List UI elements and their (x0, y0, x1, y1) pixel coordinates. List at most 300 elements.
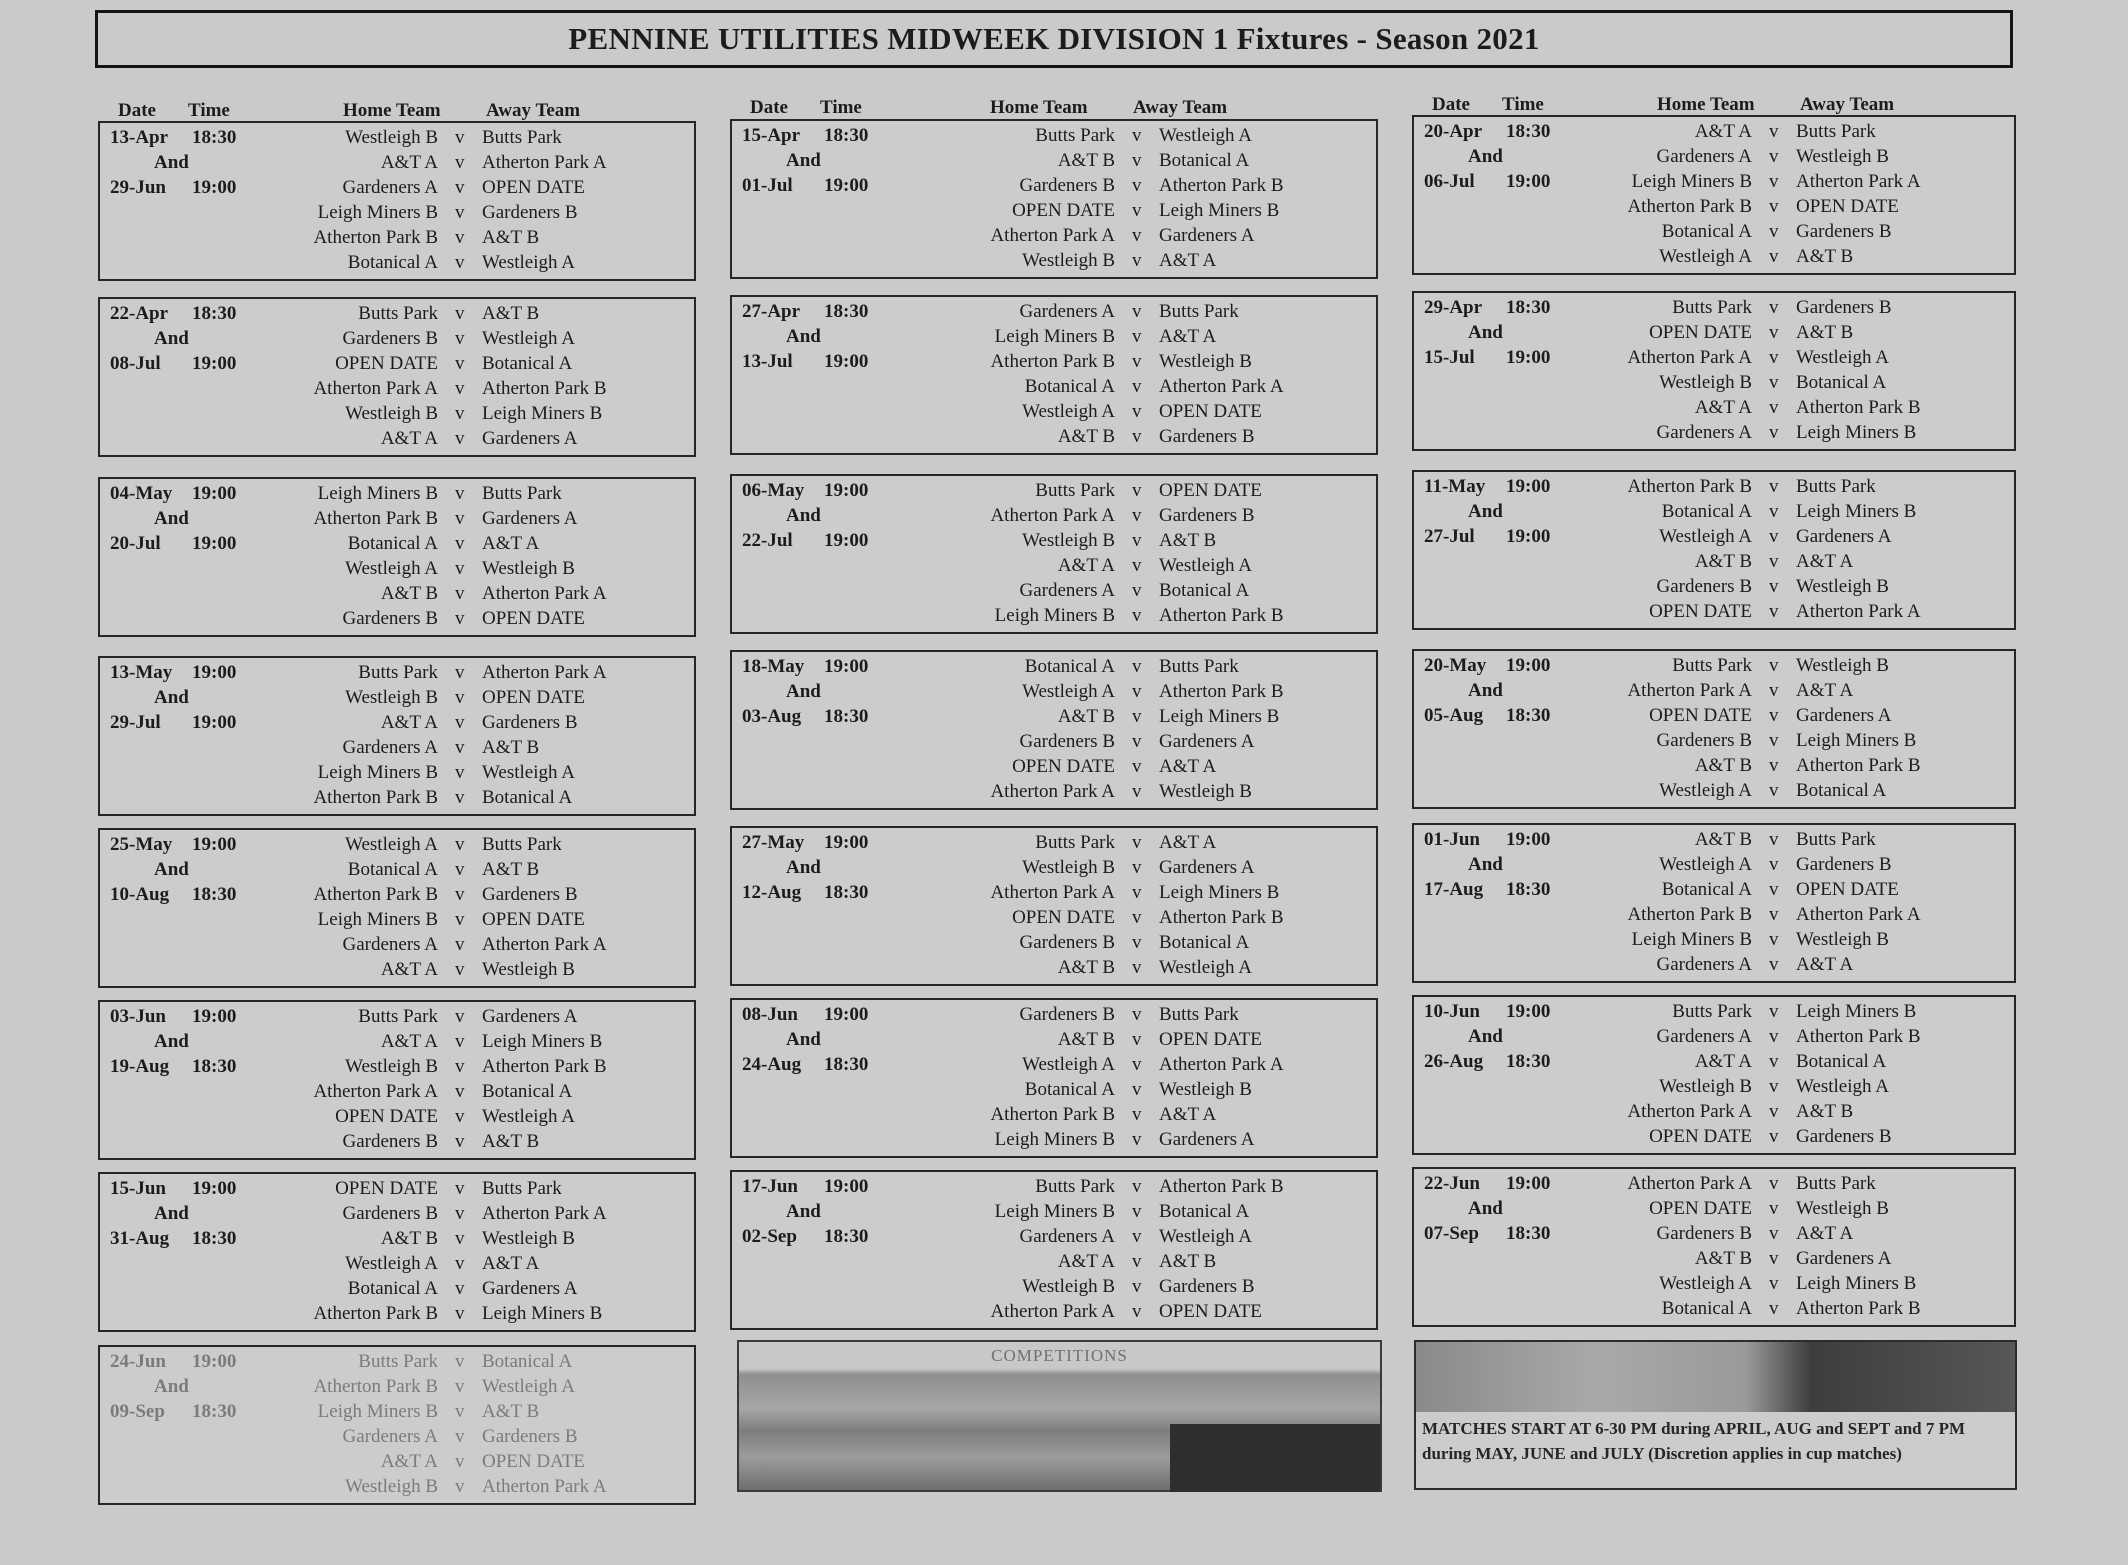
away-team: Leigh Miners B (482, 1303, 603, 1324)
fixture-block (730, 295, 1378, 455)
fixture-row (732, 1054, 1376, 1079)
second-time: 19:00 (192, 533, 237, 554)
home-team: A&T A (1694, 121, 1752, 142)
away-team: Atherton Park B (1159, 175, 1284, 196)
second-date: 19-Aug (110, 1056, 170, 1077)
fixture-block (1412, 823, 2016, 983)
home-team: OPEN DATE (335, 1106, 438, 1127)
first-date: 13-May (110, 662, 173, 683)
fixture-row (732, 351, 1376, 376)
home-team: Westleigh A (1022, 401, 1115, 422)
fixture-row (100, 1351, 694, 1376)
home-team: A&T B (1694, 829, 1752, 850)
versus-separator: v (1769, 501, 1779, 522)
home-team: Butts Park (1672, 1001, 1752, 1022)
first-date: 06-May (742, 480, 805, 501)
versus-separator: v (455, 1178, 465, 1199)
home-team: Westleigh A (345, 834, 438, 855)
scan-artifact (1416, 1342, 2015, 1412)
away-team: OPEN DATE (482, 177, 585, 198)
fixture-row (100, 428, 694, 453)
fixture-row (100, 177, 694, 202)
away-team: A&T A (1159, 756, 1217, 777)
home-team: Atherton Park B (313, 1303, 438, 1324)
versus-separator: v (1769, 422, 1779, 443)
fixture-block (98, 1000, 696, 1160)
fixture-row (732, 957, 1376, 982)
first-date: 29-Apr (1424, 297, 1483, 318)
second-date: 15-Jul (1424, 347, 1475, 368)
versus-separator: v (1132, 175, 1142, 196)
first-time: 19:00 (192, 1351, 237, 1372)
versus-separator: v (1769, 680, 1779, 701)
versus-separator: v (1769, 705, 1779, 726)
versus-separator: v (1132, 150, 1142, 171)
fixture-row (100, 1228, 694, 1253)
note-text: MATCHES START AT 6-30 PM during APRIL, AUG and SEPT and 7 PM during MAY, JUNE and JULY (Discretion applies in cup matches) (1422, 1419, 1966, 1463)
fixture-block (98, 1345, 696, 1505)
away-team: A&T A (1796, 1223, 1854, 1244)
header-home-team: Home Team (1657, 94, 1755, 115)
away-team: Atherton Park B (1159, 605, 1284, 626)
away-team: Atherton Park A (482, 934, 607, 955)
versus-separator: v (1132, 426, 1142, 447)
home-team: Gardeners A (1656, 1026, 1752, 1047)
home-team: Butts Park (1672, 655, 1752, 676)
fixture-row (1414, 854, 2014, 879)
first-date: 11-May (1424, 476, 1486, 497)
first-date: 01-Jun (1424, 829, 1480, 850)
header-date: Date (750, 97, 788, 118)
versus-separator: v (1769, 1001, 1779, 1022)
versus-separator: v (1769, 829, 1779, 850)
and-label: And (154, 328, 189, 349)
away-team: Gardeners A (482, 428, 578, 449)
and-label: And (154, 1203, 189, 1224)
away-team: Westleigh B (482, 1228, 575, 1249)
fixture-row (100, 1253, 694, 1278)
fixture-row (1414, 347, 2014, 372)
away-team: Westleigh B (482, 959, 575, 980)
home-team: OPEN DATE (1649, 705, 1752, 726)
away-team: Westleigh A (1159, 555, 1252, 576)
home-team: Leigh Miners B (994, 326, 1115, 347)
fixture-block (730, 650, 1378, 810)
fixture-row (732, 250, 1376, 275)
home-team: Gardeners B (1019, 932, 1115, 953)
fixture-row (100, 227, 694, 252)
first-time: 19:00 (824, 1176, 869, 1197)
home-team: Leigh Miners B (1631, 929, 1752, 950)
away-team: Botanical A (482, 1081, 573, 1102)
versus-separator: v (455, 252, 465, 273)
versus-separator: v (1132, 832, 1142, 853)
home-team: Gardeners B (1019, 1004, 1115, 1025)
fixture-row (1414, 246, 2014, 271)
fixture-row (732, 1301, 1376, 1326)
second-date: 12-Aug (742, 882, 802, 903)
away-team: Botanical A (1159, 150, 1250, 171)
away-team: Atherton Park A (1159, 1054, 1284, 1075)
versus-separator: v (1132, 225, 1142, 246)
fixture-row (100, 762, 694, 787)
first-date: 20-Apr (1424, 121, 1483, 142)
fixture-row (1414, 121, 2014, 146)
first-date: 24-Jun (110, 1351, 166, 1372)
away-team: OPEN DATE (1159, 1029, 1262, 1050)
versus-separator: v (455, 303, 465, 324)
competitions-box (737, 1340, 1382, 1492)
away-team: Botanical A (1159, 932, 1250, 953)
fixture-row (100, 712, 694, 737)
versus-separator: v (1132, 401, 1142, 422)
fixture-row (100, 859, 694, 884)
away-team: Atherton Park B (1796, 1026, 1921, 1047)
fixture-block (730, 474, 1378, 634)
fixture-row (100, 558, 694, 583)
header-date: Date (1432, 94, 1470, 115)
header-away-team: Away Team (1133, 97, 1228, 118)
second-date: 01-Jul (742, 175, 793, 196)
versus-separator: v (1132, 605, 1142, 626)
fixture-block (730, 826, 1378, 986)
home-team: A&T B (380, 1228, 438, 1249)
versus-separator: v (455, 959, 465, 980)
versus-separator: v (1132, 882, 1142, 903)
home-team: Botanical A (1661, 221, 1752, 242)
fixture-row (732, 555, 1376, 580)
fixture-row (100, 1278, 694, 1303)
versus-separator: v (1769, 1126, 1779, 1147)
home-team: Botanical A (1661, 501, 1752, 522)
home-team: Westleigh B (1022, 857, 1115, 878)
away-team: A&T B (1796, 246, 1854, 267)
fixture-row (1414, 1001, 2014, 1026)
away-team: A&T B (482, 1401, 540, 1422)
fixture-row (732, 1176, 1376, 1201)
fixture-row (1414, 1026, 2014, 1051)
second-time: 18:30 (824, 1226, 869, 1247)
fixture-row (100, 1178, 694, 1203)
versus-separator: v (1769, 1273, 1779, 1294)
versus-separator: v (455, 583, 465, 604)
home-team: A&T A (380, 712, 438, 733)
first-time: 19:00 (824, 832, 869, 853)
fixture-row (1414, 730, 2014, 755)
home-team: Gardeners A (1019, 1226, 1115, 1247)
header-home-team: Home Team (990, 97, 1088, 118)
away-team: Gardeners A (1159, 1129, 1255, 1150)
fixture-row (100, 1131, 694, 1156)
away-team: Gardeners B (1796, 297, 1892, 318)
home-team: Leigh Miners B (1631, 171, 1752, 192)
versus-separator: v (1132, 781, 1142, 802)
away-team: Butts Park (482, 127, 562, 148)
away-team: Leigh Miners B (1159, 706, 1280, 727)
away-team: Atherton Park A (482, 662, 607, 683)
versus-separator: v (455, 1278, 465, 1299)
second-time: 18:30 (192, 1056, 237, 1077)
fixture-row (732, 1226, 1376, 1251)
and-label: And (154, 687, 189, 708)
away-team: Gardeners A (1796, 705, 1892, 726)
versus-separator: v (455, 1351, 465, 1372)
fixture-row (732, 401, 1376, 426)
away-team: OPEN DATE (1796, 879, 1899, 900)
second-time: 18:30 (192, 1228, 237, 1249)
away-team: Atherton Park B (1159, 1176, 1284, 1197)
versus-separator: v (1132, 1176, 1142, 1197)
fixture-row (100, 403, 694, 428)
away-team: Westleigh A (482, 762, 575, 783)
away-team: Atherton Park A (1796, 171, 1921, 192)
versus-separator: v (1132, 1104, 1142, 1125)
away-team: Gardeners A (482, 508, 578, 529)
second-time: 19:00 (192, 712, 237, 733)
away-team: Leigh Miners B (1796, 730, 1917, 751)
home-team: Westleigh B (1022, 530, 1115, 551)
fixture-row (1414, 1223, 2014, 1248)
versus-separator: v (1769, 1051, 1779, 1072)
home-team: Westleigh B (345, 1476, 438, 1497)
second-time: 19:00 (1506, 526, 1551, 547)
versus-separator: v (1769, 1298, 1779, 1319)
away-team: Westleigh A (482, 328, 575, 349)
versus-separator: v (1769, 730, 1779, 751)
and-label: And (154, 859, 189, 880)
fixture-row (100, 1476, 694, 1501)
second-time: 18:30 (824, 882, 869, 903)
fixture-row (1414, 904, 2014, 929)
fixture-row (100, 127, 694, 152)
home-team: Atherton Park B (313, 227, 438, 248)
first-date: 18-May (742, 656, 805, 677)
fixture-block (1412, 470, 2016, 630)
home-team: Atherton Park B (1627, 904, 1752, 925)
second-time: 19:00 (1506, 347, 1551, 368)
away-team: Gardeners B (482, 1426, 578, 1447)
away-team: Butts Park (1159, 1004, 1239, 1025)
home-team: Botanical A (347, 533, 438, 554)
away-team: Westleigh B (1796, 655, 1889, 676)
home-team: Gardeners B (1019, 175, 1115, 196)
away-team: A&T B (482, 737, 540, 758)
away-team: OPEN DATE (1159, 1301, 1262, 1322)
second-date: 31-Aug (110, 1228, 170, 1249)
away-team: A&T A (1796, 551, 1854, 572)
column-header-2 (730, 97, 1378, 121)
second-time: 18:30 (1506, 1051, 1551, 1072)
fixture-row (1414, 929, 2014, 954)
fixture-row (100, 608, 694, 633)
away-team: Atherton Park A (1159, 376, 1284, 397)
home-team: Atherton Park A (1627, 1101, 1752, 1122)
fixture-row (1414, 1273, 2014, 1298)
versus-separator: v (1132, 125, 1142, 146)
away-team: OPEN DATE (1796, 196, 1899, 217)
versus-separator: v (455, 787, 465, 808)
second-date: 10-Aug (110, 884, 170, 905)
home-team: Butts Park (358, 662, 438, 683)
home-team: Westleigh B (1022, 1276, 1115, 1297)
away-team: Butts Park (1796, 829, 1876, 850)
fixture-row (100, 1376, 694, 1401)
away-team: Atherton Park B (482, 378, 607, 399)
versus-separator: v (1769, 1101, 1779, 1122)
fixture-row (732, 932, 1376, 957)
fixture-row (732, 756, 1376, 781)
versus-separator: v (1769, 322, 1779, 343)
first-time: 19:00 (1506, 476, 1551, 497)
away-team: Leigh Miners B (482, 403, 603, 424)
first-time: 19:00 (1506, 829, 1551, 850)
away-team: Atherton Park A (1796, 601, 1921, 622)
and-label: And (154, 1031, 189, 1052)
fixture-row (100, 533, 694, 558)
home-team: A&T B (1057, 706, 1115, 727)
and-label: And (786, 1029, 821, 1050)
versus-separator: v (1132, 480, 1142, 501)
fixture-block (1412, 1167, 2016, 1327)
fixture-block (730, 1170, 1378, 1330)
versus-separator: v (455, 909, 465, 930)
away-team: Atherton Park B (1159, 907, 1284, 928)
fixture-row (732, 530, 1376, 555)
and-label: And (786, 857, 821, 878)
fixture-row (732, 731, 1376, 756)
fixture-block (1412, 995, 2016, 1155)
first-time: 19:00 (824, 480, 869, 501)
second-date: 17-Aug (1424, 879, 1484, 900)
fixture-row (1414, 1051, 2014, 1076)
home-team: Gardeners A (342, 737, 438, 758)
away-team: Atherton Park A (482, 583, 607, 604)
versus-separator: v (1132, 200, 1142, 221)
home-team: Atherton Park A (1627, 680, 1752, 701)
away-team: A&T B (482, 227, 540, 248)
fixture-row (1414, 476, 2014, 501)
and-label: And (1468, 680, 1503, 701)
away-team: Leigh Miners B (1796, 1273, 1917, 1294)
fixture-row (1414, 322, 2014, 347)
first-date: 04-May (110, 483, 173, 504)
fixture-row (1414, 526, 2014, 551)
home-team: A&T B (380, 583, 438, 604)
versus-separator: v (455, 934, 465, 955)
first-date: 20-May (1424, 655, 1487, 676)
fixture-row (1414, 422, 2014, 447)
second-time: 18:30 (1506, 1223, 1551, 1244)
versus-separator: v (455, 483, 465, 504)
second-date: 09-Sep (110, 1401, 165, 1422)
versus-separator: v (1132, 1004, 1142, 1025)
and-label: And (1468, 854, 1503, 875)
home-team: Westleigh B (1022, 250, 1115, 271)
fixture-block (1412, 649, 2016, 809)
first-date: 27-May (742, 832, 805, 853)
fixture-row (100, 909, 694, 934)
second-date: 29-Jun (110, 177, 166, 198)
fixture-row (732, 1276, 1376, 1301)
versus-separator: v (455, 608, 465, 629)
fixture-row (1414, 1126, 2014, 1151)
away-team: Leigh Miners B (482, 1031, 603, 1052)
second-date: 13-Jul (742, 351, 793, 372)
versus-separator: v (1769, 372, 1779, 393)
versus-separator: v (1769, 476, 1779, 497)
home-team: Atherton Park A (990, 882, 1115, 903)
home-team: A&T B (1694, 755, 1752, 776)
header-away-team: Away Team (1800, 94, 1895, 115)
versus-separator: v (1769, 954, 1779, 975)
and-label: And (786, 150, 821, 171)
versus-separator: v (1132, 1129, 1142, 1150)
fixture-row (100, 378, 694, 403)
away-team: Gardeners B (1159, 426, 1255, 447)
away-team: Butts Park (1796, 121, 1876, 142)
home-team: Leigh Miners B (994, 1129, 1115, 1150)
fixture-row (732, 681, 1376, 706)
fixture-row (1414, 297, 2014, 322)
versus-separator: v (1132, 301, 1142, 322)
away-team: Westleigh B (1159, 351, 1252, 372)
away-team: Gardeners B (1796, 221, 1892, 242)
away-team: Botanical A (482, 787, 573, 808)
away-team: OPEN DATE (482, 1451, 585, 1472)
fixture-row (1414, 1248, 2014, 1273)
fixture-row (1414, 221, 2014, 246)
fixture-row (1414, 954, 2014, 979)
fixture-row (1414, 1076, 2014, 1101)
away-team: Botanical A (1796, 372, 1887, 393)
fixture-row (1414, 171, 2014, 196)
away-team: A&T B (1159, 530, 1217, 551)
home-team: Atherton Park B (990, 1104, 1115, 1125)
away-team: Atherton Park B (1796, 755, 1921, 776)
versus-separator: v (455, 1303, 465, 1324)
versus-separator: v (1132, 1029, 1142, 1050)
fixture-row (100, 1081, 694, 1106)
away-team: A&T B (1159, 1251, 1217, 1272)
versus-separator: v (1769, 526, 1779, 547)
fixture-row (732, 301, 1376, 326)
away-team: Gardeners A (482, 1278, 578, 1299)
away-team: Westleigh B (482, 558, 575, 579)
versus-separator: v (1769, 221, 1779, 242)
versus-separator: v (1132, 1054, 1142, 1075)
home-team: Butts Park (1035, 1176, 1115, 1197)
home-team: Gardeners B (342, 608, 438, 629)
versus-separator: v (1132, 505, 1142, 526)
away-team: Botanical A (1796, 1051, 1887, 1072)
fixture-row (732, 1004, 1376, 1029)
versus-separator: v (455, 378, 465, 399)
home-team: OPEN DATE (1649, 601, 1752, 622)
home-team: A&T B (1057, 957, 1115, 978)
versus-separator: v (455, 508, 465, 529)
fixture-row (100, 483, 694, 508)
fixture-row (732, 907, 1376, 932)
fixture-row (732, 1079, 1376, 1104)
fixture-row (732, 656, 1376, 681)
home-team: Botanical A (347, 1278, 438, 1299)
versus-separator: v (455, 1131, 465, 1152)
versus-separator: v (1769, 297, 1779, 318)
home-team: Botanical A (1024, 1079, 1115, 1100)
versus-separator: v (1769, 246, 1779, 267)
first-time: 18:30 (192, 127, 237, 148)
second-time: 19:00 (824, 351, 869, 372)
